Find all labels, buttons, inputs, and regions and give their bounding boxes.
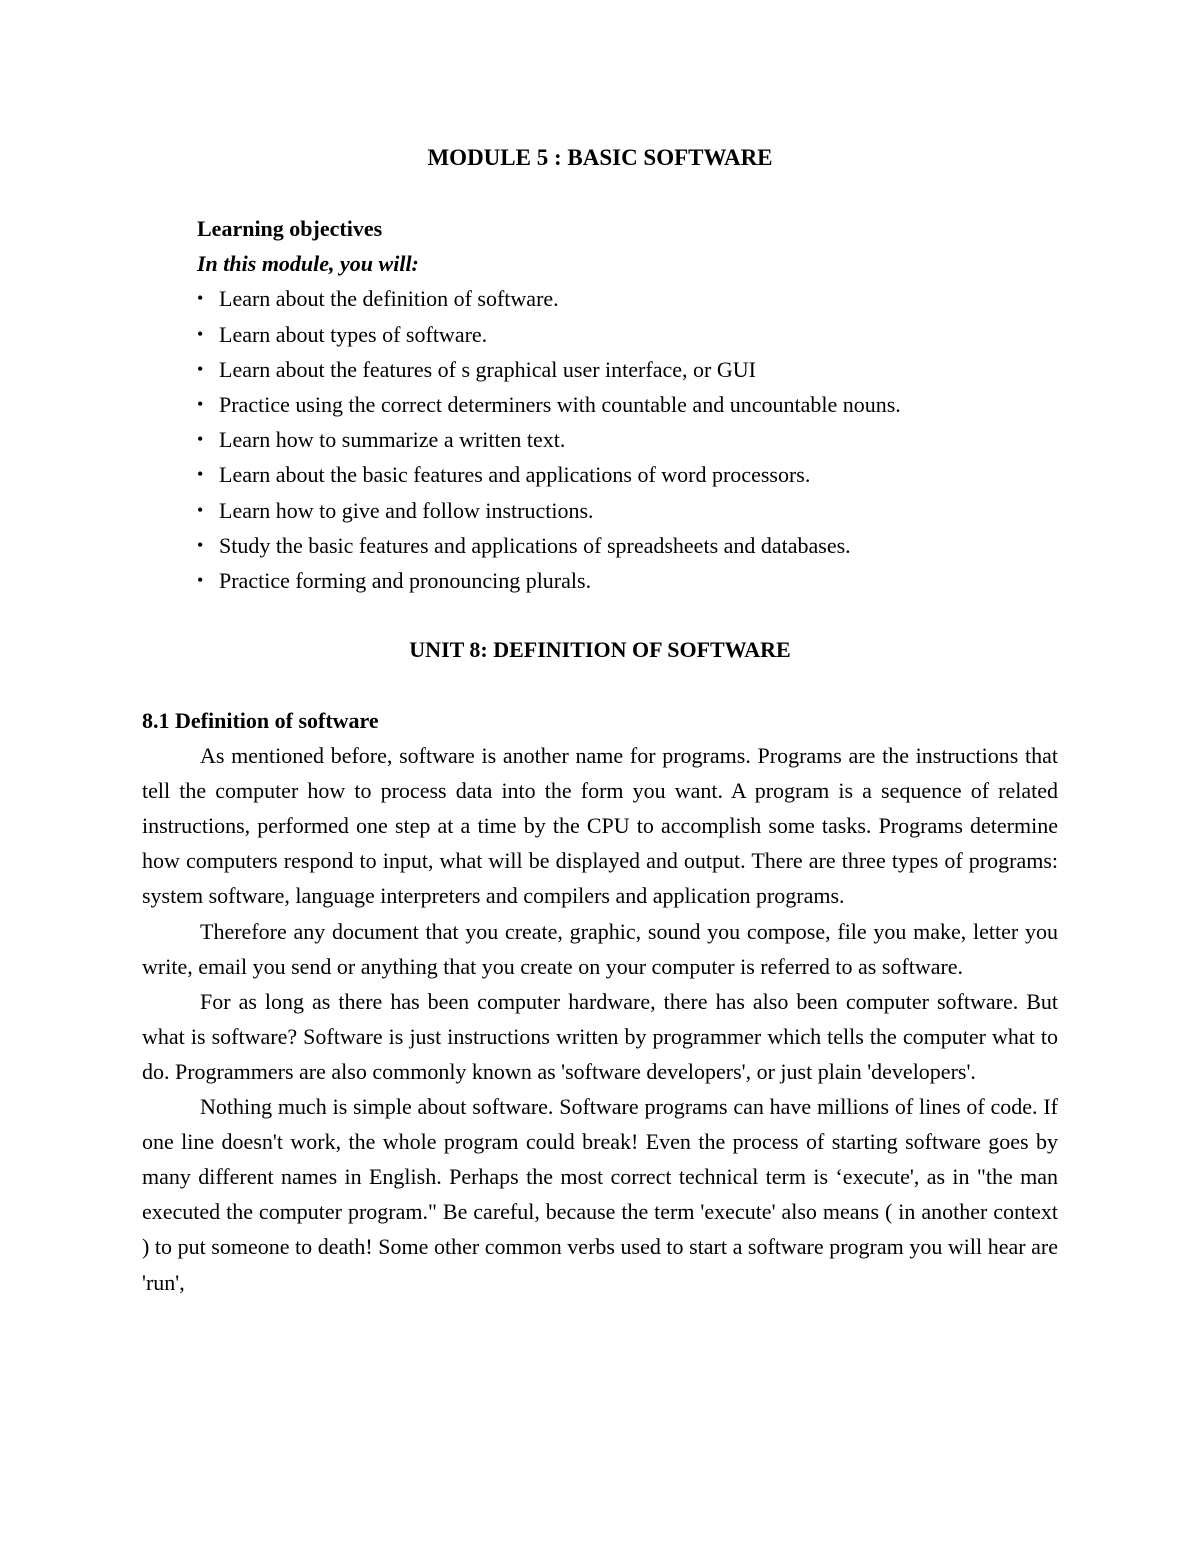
list-item — [197, 422, 1057, 457]
bullet-icon: • — [197, 499, 204, 520]
list-item-text: Learn about the definition of software. — [219, 286, 559, 312]
bullet-icon: • — [197, 534, 204, 555]
bullet-icon: • — [197, 464, 204, 485]
objectives-list — [197, 281, 1057, 598]
list-item — [197, 317, 1057, 352]
list-item — [197, 281, 1057, 316]
list-item — [197, 528, 1057, 563]
list-item-text: Practice using the correct determiners with countable and uncountable nouns. — [219, 392, 901, 418]
paragraph: For as long as there has been computer hardware, there has also been computer software. But what is software? Software is just instructions written by programmer which tells the computer what to do. Programmers are also commonly known as 'software developers', or just plain 'developers'. — [142, 988, 1058, 1084]
bullet-icon: • — [197, 358, 204, 379]
bullet-icon: • — [197, 323, 204, 344]
list-item — [197, 352, 1057, 387]
objectives-heading: Learning objectives — [197, 216, 383, 241]
paragraph: As mentioned before, software is another name for programs. Programs are the instructions that tell the computer how to process data into the form you want. A program is a sequence of related instructions, performed one step at a time by the CPU to accomplish some tasks. Programs determine how computers respond to input, what will be displayed and output. There are three types of programs: system software, language interpreters and compilers and application programs. — [142, 743, 1058, 909]
list-item-text: Learn how to summarize a written text. — [219, 427, 566, 453]
paragraph: Therefore any document that you create, graphic, sound you compose, file you make, letter you write, email you send or anything that you create on your computer is referred to as software. — [142, 918, 1058, 979]
section-heading: 8.1 Definition of software — [142, 708, 379, 733]
objectives-intro: In this module, you will: — [197, 251, 419, 277]
list-item-text: Learn about the basic features and applications of word processors. — [219, 462, 811, 488]
bullet-icon: • — [197, 429, 204, 450]
paragraph: Nothing much is simple about software. Software programs can have millions of lines of code. If one line doesn't work, the whole program could break! Even the process of starting software goes by many different names in English. Perhaps the most correct technical term is ‘execute', as in "the man executed the computer program." Be careful, because the term 'execute' also means ( in another context ) to put someone to death! Some other common verbs used to start a software program you will hear are 'run', — [142, 1094, 1058, 1295]
bullet-icon: • — [197, 394, 204, 415]
list-item — [197, 387, 1057, 422]
list-item — [197, 493, 1057, 528]
bullet-icon: • — [197, 288, 204, 309]
list-item — [197, 457, 1057, 492]
module-title: MODULE 5 : BASIC SOFTWARE — [427, 145, 773, 170]
definition-section — [142, 703, 1058, 1300]
list-item-text: Study the basic features and applications of spreadsheets and databases. — [219, 532, 851, 558]
list-item — [197, 563, 1057, 598]
list-item-text: Learn about the features of s graphical user interface, or GUI — [219, 356, 756, 382]
list-item-text: Practice forming and pronouncing plurals. — [219, 568, 592, 594]
list-item-text: Learn how to give and follow instructions. — [219, 497, 594, 523]
list-item-text: Learn about types of software. — [219, 321, 488, 347]
bullet-icon: • — [197, 570, 204, 591]
learning-objectives — [197, 211, 1057, 598]
unit-title: UNIT 8: DEFINITION OF SOFTWARE — [409, 637, 791, 662]
